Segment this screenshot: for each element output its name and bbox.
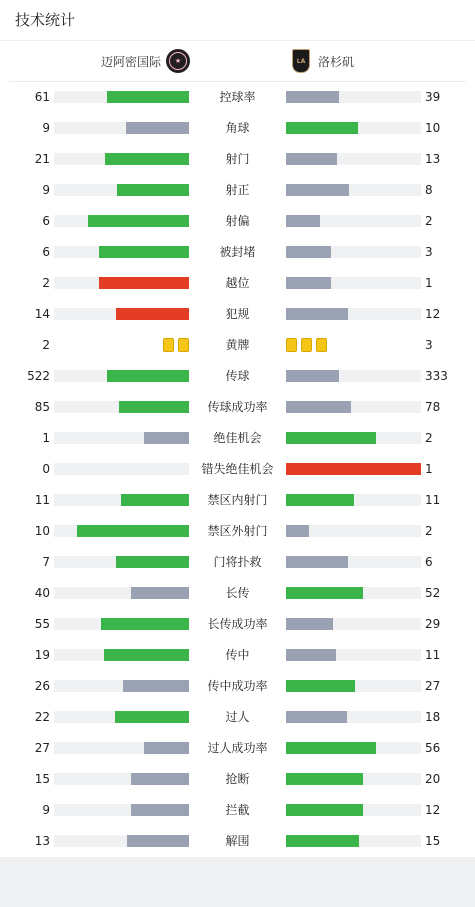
home-bar-fill	[88, 215, 189, 227]
away-value: 11	[425, 493, 441, 507]
stat-label: 传中	[225, 648, 250, 662]
away-bar-fill	[286, 494, 354, 506]
home-value: 6	[42, 214, 50, 228]
stat-label: 犯规	[225, 307, 250, 321]
lafc-logo-icon: LA	[292, 49, 310, 73]
home-bar-track	[54, 618, 189, 630]
stat-row	[0, 206, 475, 237]
away-bar-track	[286, 370, 421, 382]
stat-label: 控球率	[219, 90, 256, 104]
stat-label: 错失绝佳机会	[201, 462, 274, 476]
stat-label: 过人	[225, 710, 250, 724]
home-bar-fill	[116, 308, 189, 320]
home-bar-fill	[107, 91, 189, 103]
stat-row	[0, 671, 475, 702]
away-bar-track	[286, 91, 421, 103]
home-bar-fill	[121, 494, 189, 506]
home-value: 11	[34, 493, 50, 507]
stat-row	[0, 609, 475, 640]
stat-label: 绝佳机会	[213, 431, 262, 445]
home-value: 9	[42, 183, 50, 197]
home-value: 55	[34, 617, 50, 631]
away-bar-track	[286, 215, 421, 227]
stat-row	[0, 733, 475, 764]
away-bar-track	[286, 277, 421, 289]
home-value: 6	[42, 245, 50, 259]
teams-header	[0, 41, 475, 81]
home-bar-track	[54, 742, 189, 754]
away-bar-fill	[286, 308, 348, 320]
stat-row	[0, 144, 475, 175]
home-bar-fill	[131, 773, 189, 785]
home-bar-track	[54, 463, 189, 475]
home-yellow-cards	[163, 338, 189, 352]
away-bar-fill	[286, 215, 320, 227]
home-bar-fill	[101, 618, 189, 630]
away-value: 1	[425, 462, 433, 476]
stat-label: 射偏	[225, 214, 250, 228]
home-bar-fill	[99, 246, 189, 258]
home-team-name: 迈阿密国际	[100, 54, 161, 69]
home-bar-track	[54, 804, 189, 816]
home-value: 14	[34, 307, 50, 321]
away-bar-track	[286, 649, 421, 661]
away-team[interactable]	[292, 49, 354, 73]
page-title: 技术统计	[15, 11, 76, 29]
away-bar-fill	[286, 184, 349, 196]
stat-row	[0, 454, 475, 485]
yellow-card-icon	[178, 338, 189, 352]
yellow-card-icon	[301, 338, 312, 352]
away-bar-track	[286, 618, 421, 630]
stats-list	[0, 82, 475, 857]
home-bar-fill	[144, 432, 189, 444]
away-bar-fill	[286, 277, 331, 289]
away-bar-track	[286, 773, 421, 785]
stat-label: 长传	[225, 586, 250, 600]
home-value: 2	[42, 276, 50, 290]
away-value: 18	[425, 710, 441, 724]
stat-row	[0, 392, 475, 423]
stat-label: 长传成功率	[207, 617, 268, 631]
home-value: 21	[34, 152, 50, 166]
away-bar-fill	[286, 432, 376, 444]
stat-row	[0, 547, 475, 578]
stat-row	[0, 702, 475, 733]
away-value: 333	[425, 369, 448, 383]
away-value: 8	[425, 183, 433, 197]
stat-label: 过人成功率	[207, 741, 268, 755]
home-bar-track	[54, 649, 189, 661]
yellow-card-icon	[316, 338, 327, 352]
home-bar-fill	[123, 680, 189, 692]
home-bar-track	[54, 525, 189, 537]
stat-row	[0, 826, 475, 857]
stat-label: 黄牌	[225, 338, 250, 352]
away-value: 11	[425, 648, 441, 662]
home-value: 0	[42, 462, 50, 476]
stat-row	[0, 485, 475, 516]
away-bar-track	[286, 463, 421, 475]
away-value: 78	[425, 400, 441, 414]
away-value: 10	[425, 121, 441, 135]
home-value: 1	[42, 431, 50, 445]
stat-row	[0, 268, 475, 299]
home-bar-track	[54, 835, 189, 847]
home-bar-fill	[116, 556, 189, 568]
home-bar-fill	[119, 401, 189, 413]
away-bar-fill	[286, 587, 363, 599]
home-value: 19	[34, 648, 50, 662]
stat-label: 抢断	[225, 772, 250, 786]
stat-row	[0, 361, 475, 392]
home-bar-track	[54, 184, 189, 196]
home-bar-fill	[144, 742, 189, 754]
home-bar-track	[54, 122, 189, 134]
home-bar-track	[54, 494, 189, 506]
stat-row	[0, 516, 475, 547]
stat-label: 射正	[225, 183, 250, 197]
home-bar-fill	[131, 587, 189, 599]
home-bar-track	[54, 711, 189, 723]
home-value: 10	[34, 524, 50, 538]
stat-row	[0, 578, 475, 609]
stat-row	[0, 82, 475, 113]
home-bar-fill	[105, 153, 189, 165]
stat-label: 被封堵	[219, 245, 256, 259]
away-bar-track	[286, 246, 421, 258]
home-value: 7	[42, 555, 50, 569]
home-bar-fill	[126, 122, 189, 134]
home-value: 61	[34, 90, 50, 104]
home-value: 27	[34, 741, 50, 755]
away-value: 2	[425, 431, 433, 445]
away-team-name: 洛杉矶	[318, 54, 355, 69]
away-bar-fill	[286, 153, 337, 165]
away-bar-fill	[286, 401, 351, 413]
stat-label: 传球	[225, 369, 250, 383]
away-bar-fill	[286, 649, 336, 661]
away-value: 2	[425, 524, 433, 538]
home-bar-track	[54, 587, 189, 599]
home-value: 22	[34, 710, 50, 724]
stat-label: 越位	[225, 276, 250, 290]
stat-row	[0, 795, 475, 826]
stat-row	[0, 175, 475, 206]
away-bar-track	[286, 122, 421, 134]
away-value: 39	[425, 90, 441, 104]
away-bar-track	[286, 680, 421, 692]
home-value: 2	[42, 338, 50, 352]
away-bar-fill	[286, 742, 376, 754]
away-bar-fill	[286, 835, 359, 847]
home-bar-track	[54, 432, 189, 444]
away-value: 13	[425, 152, 441, 166]
away-value: 3	[425, 245, 433, 259]
away-bar-track	[286, 835, 421, 847]
stat-row	[0, 237, 475, 268]
away-value: 52	[425, 586, 441, 600]
away-value: 29	[425, 617, 441, 631]
away-bar-track	[286, 804, 421, 816]
home-value: 9	[42, 803, 50, 817]
stat-row	[0, 299, 475, 330]
home-value: 85	[34, 400, 50, 414]
stat-label: 禁区外射门	[207, 524, 268, 538]
home-value: 26	[34, 679, 50, 693]
stat-label: 射门	[225, 152, 250, 166]
stat-row	[0, 640, 475, 671]
stat-row	[0, 113, 475, 144]
away-bar-track	[286, 494, 421, 506]
away-bar-fill	[286, 618, 333, 630]
home-bar-track	[54, 401, 189, 413]
away-bar-track	[286, 556, 421, 568]
away-yellow-cards	[286, 338, 327, 352]
stat-label: 传中成功率	[207, 679, 268, 693]
home-value: 522	[27, 369, 50, 383]
stat-row	[0, 423, 475, 454]
away-value: 6	[425, 555, 433, 569]
away-bar-fill	[286, 122, 358, 134]
home-bar-fill	[104, 649, 189, 661]
away-value: 1	[425, 276, 433, 290]
stat-label: 解围	[225, 834, 250, 848]
stat-label: 拦截	[225, 803, 250, 817]
home-bar-fill	[117, 184, 189, 196]
home-bar-track	[54, 153, 189, 165]
away-value: 56	[425, 741, 441, 755]
home-bar-track	[54, 91, 189, 103]
away-value: 2	[425, 214, 433, 228]
away-bar-fill	[286, 525, 309, 537]
stat-label: 禁区内射门	[207, 493, 268, 507]
home-value: 40	[34, 586, 50, 600]
yellow-card-icon	[163, 338, 174, 352]
home-bar-fill	[115, 711, 189, 723]
stat-label: 角球	[225, 121, 250, 135]
away-bar-fill	[286, 91, 339, 103]
home-bar-track	[54, 308, 189, 320]
away-value: 27	[425, 679, 441, 693]
home-bar-track	[54, 215, 189, 227]
away-bar-track	[286, 742, 421, 754]
away-bar-fill	[286, 463, 421, 475]
stat-row	[0, 764, 475, 795]
away-value: 20	[425, 772, 441, 786]
away-bar-fill	[286, 680, 355, 692]
away-value: 12	[425, 803, 441, 817]
away-value: 15	[425, 834, 441, 848]
home-bar-fill	[131, 804, 189, 816]
yellow-card-icon	[286, 338, 297, 352]
away-bar-fill	[286, 804, 363, 816]
home-value: 15	[34, 772, 50, 786]
home-value: 13	[34, 834, 50, 848]
away-bar-fill	[286, 370, 339, 382]
home-bar-fill	[99, 277, 189, 289]
away-value: 12	[425, 307, 441, 321]
home-bar-track	[54, 773, 189, 785]
away-bar-fill	[286, 556, 348, 568]
away-bar-fill	[286, 711, 347, 723]
stat-label: 门将扑救	[213, 555, 262, 569]
away-value: 3	[425, 338, 433, 352]
home-bar-fill	[107, 370, 189, 382]
home-bar-track	[54, 556, 189, 568]
home-bar-track	[54, 680, 189, 692]
home-bar-track	[54, 246, 189, 258]
away-bar-fill	[286, 246, 331, 258]
away-bar-track	[286, 525, 421, 537]
away-bar-track	[286, 184, 421, 196]
stat-row	[0, 330, 475, 361]
home-bar-track	[54, 370, 189, 382]
home-bar-track	[54, 277, 189, 289]
home-bar-fill	[77, 525, 189, 537]
away-bar-track	[286, 401, 421, 413]
home-bar-fill	[127, 835, 189, 847]
home-value: 9	[42, 121, 50, 135]
away-bar-fill	[286, 773, 363, 785]
away-bar-track	[286, 432, 421, 444]
away-bar-track	[286, 711, 421, 723]
away-bar-track	[286, 587, 421, 599]
stat-label: 传球成功率	[207, 400, 268, 414]
home-team[interactable]	[101, 49, 190, 73]
inter-miami-logo-icon: ★	[166, 49, 190, 73]
away-bar-track	[286, 308, 421, 320]
away-bar-track	[286, 153, 421, 165]
